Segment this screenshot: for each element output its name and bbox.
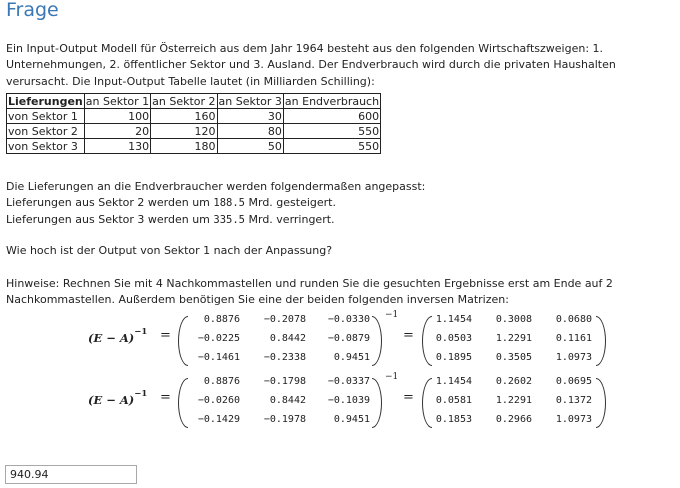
header-endverbrauch: an Endverbrauch (284, 95, 380, 108)
table-cell: 180 (151, 139, 217, 154)
adjustment-line-sektor-3 (6, 212, 678, 228)
matrix-a-cell: 0.8442 (269, 333, 306, 344)
table-cell: 30 (217, 109, 283, 124)
equation-lhs-exponent: −1 (134, 327, 148, 337)
right-paren-icon (596, 316, 606, 366)
row-label: von Sektor 3 (7, 139, 85, 154)
header-sektor-3: an Sektor 3 (218, 95, 282, 108)
right-paren-icon (372, 378, 382, 428)
equation-lhs-exponent: −1 (134, 389, 148, 399)
matrix-inverse-cell: 0.1372 (555, 395, 592, 406)
matrix-a-cell: −0.1798 (263, 376, 306, 387)
matrix-a-cell: −0.0260 (197, 395, 240, 406)
row-label: von Sektor 2 (7, 124, 85, 139)
table-row (7, 139, 381, 154)
matrix-a-cell: −0.1039 (327, 395, 370, 406)
matrix-a-cell: −0.0225 (197, 333, 240, 344)
equation-lhs-text: (E − A) (88, 392, 135, 407)
matrix-inverse-cell: 0.2602 (495, 376, 532, 387)
right-paren-icon (372, 316, 382, 366)
equals-sign: = (160, 390, 171, 405)
matrix-inverse-cell: 1.1454 (435, 376, 472, 387)
adjustment-line-sektor-2 (6, 195, 678, 211)
right-paren-icon (596, 378, 606, 428)
table-cell: 120 (151, 124, 217, 139)
matrix-inverse-cell: 1.2291 (495, 395, 532, 406)
matrix-a-cell: −0.2078 (263, 314, 306, 325)
matrix-inverse-cell: 0.2966 (495, 414, 532, 425)
matrix-equation-2 (88, 372, 608, 432)
matrix-a-cell: 0.9451 (333, 352, 370, 363)
equals-sign: = (160, 328, 171, 343)
table-cell: 550 (283, 124, 380, 139)
matrix-inverse-cell: 0.0680 (555, 314, 592, 325)
table-header-row (7, 94, 381, 109)
matrix-a-cell: −0.0330 (327, 314, 370, 325)
left-paren-icon (422, 316, 432, 366)
left-paren-icon (178, 316, 188, 366)
equals-sign: = (403, 328, 414, 343)
matrix-a-cell: 0.8876 (203, 376, 240, 387)
matrix-inverse-cell: 1.0973 (555, 414, 592, 425)
left-paren-icon (422, 378, 432, 428)
adjustment-line2-post: Mrd. gesteigert. (245, 196, 336, 210)
matrix-inverse-cell: 0.0695 (555, 376, 592, 387)
table-cell: 550 (283, 139, 380, 154)
adjustment-text (6, 179, 678, 228)
input-output-table (6, 93, 381, 154)
matrix-exponent: −1 (385, 310, 399, 320)
table-cell: 100 (84, 109, 150, 124)
matrix-inverse-cell: 0.0581 (435, 395, 472, 406)
matrix-inverse-cell: 1.2291 (495, 333, 532, 344)
table-cell: 160 (151, 109, 217, 124)
table-cell: 130 (84, 139, 150, 154)
matrix-a-cell: 0.8876 (203, 314, 240, 325)
equals-sign: = (403, 390, 414, 405)
matrix-a-cell: −0.1461 (197, 352, 240, 363)
question-text: Wie hoch ist der Output von Sektor 1 nach der Anpassung? (6, 244, 333, 257)
matrix-inverse-cell: 0.3505 (495, 352, 532, 363)
table-row (7, 109, 381, 124)
page-title: Frage (6, 0, 59, 21)
matrix-a-cell: −0.0337 (327, 376, 370, 387)
adjustment-line3-pre: Lieferungen aus Sektor 3 werden um (6, 212, 214, 226)
matrix-equation-1 (88, 310, 608, 370)
matrix-a-cell: −0.1978 (263, 414, 306, 425)
matrix-inverse-cell: 0.0503 (435, 333, 472, 344)
header-lieferungen: Lieferungen (8, 95, 83, 108)
equation-lhs (88, 389, 148, 407)
matrix-inverse-cell: 0.1895 (435, 352, 472, 363)
header-sektor-1: an Sektor 1 (85, 95, 150, 108)
matrix-inverse-cell: 1.1454 (435, 314, 472, 325)
matrix-a-cell: 0.8442 (269, 395, 306, 406)
adjustment-line3-post: Mrd. verringert. (245, 212, 335, 226)
equation-lhs (88, 327, 148, 345)
row-label: von Sektor 1 (7, 109, 85, 124)
matrix-exponent: −1 (385, 372, 399, 382)
matrix-inverse-cell: 0.1161 (555, 333, 592, 344)
matrix-a-cell: −0.1429 (197, 414, 240, 425)
table-cell: 80 (217, 124, 283, 139)
adjustment-line3-value: 335.5 (213, 213, 245, 226)
matrix-inverse-cell: 0.3008 (495, 314, 532, 325)
matrix-inverse-cell: 0.1853 (435, 414, 472, 425)
matrix-a-cell: 0.9451 (333, 414, 370, 425)
adjustment-intro: Die Lieferungen an die Endverbraucher werden folgendermaßen angepasst: (6, 180, 426, 193)
header-sektor-2: an Sektor 2 (152, 95, 216, 108)
table-cell: 20 (84, 124, 150, 139)
table-cell: 600 (283, 109, 380, 124)
table-cell: 50 (217, 139, 283, 154)
equation-lhs-text: (E − A) (88, 330, 135, 345)
adjustment-line2-pre: Lieferungen aus Sektor 2 werden um (6, 196, 214, 210)
hint-text: Hinweise: Rechnen Sie mit 4 Nachkommastellen und runden Sie die gesuchten Ergebnisse erst am Ende auf 2 Nachkommastellen. Außerdem benötigen Sie eine der beiden folgenden inversen Matrizen: (6, 277, 613, 307)
answer-input[interactable] (5, 465, 137, 484)
matrix-a-cell: −0.2338 (263, 352, 306, 363)
table-row (7, 124, 381, 139)
left-paren-icon (178, 378, 188, 428)
matrix-inverse-cell: 1.0973 (555, 352, 592, 363)
matrix-a-cell: −0.0879 (327, 333, 370, 344)
adjustment-line2-value: 188.5 (213, 197, 245, 210)
intro-text: Ein Input-Output Modell für Österreich aus dem Jahr 1964 besteht aus den folgenden Wirtschaftszweigen: 1. Unternehmungen, 2. öffentlicher Sektor und 3. Ausland. Der Endverbrauch wird durch die privaten Haushalten verursacht. Die Input-Output Tabelle lautet (in Milliarden Schilling): (6, 42, 616, 88)
